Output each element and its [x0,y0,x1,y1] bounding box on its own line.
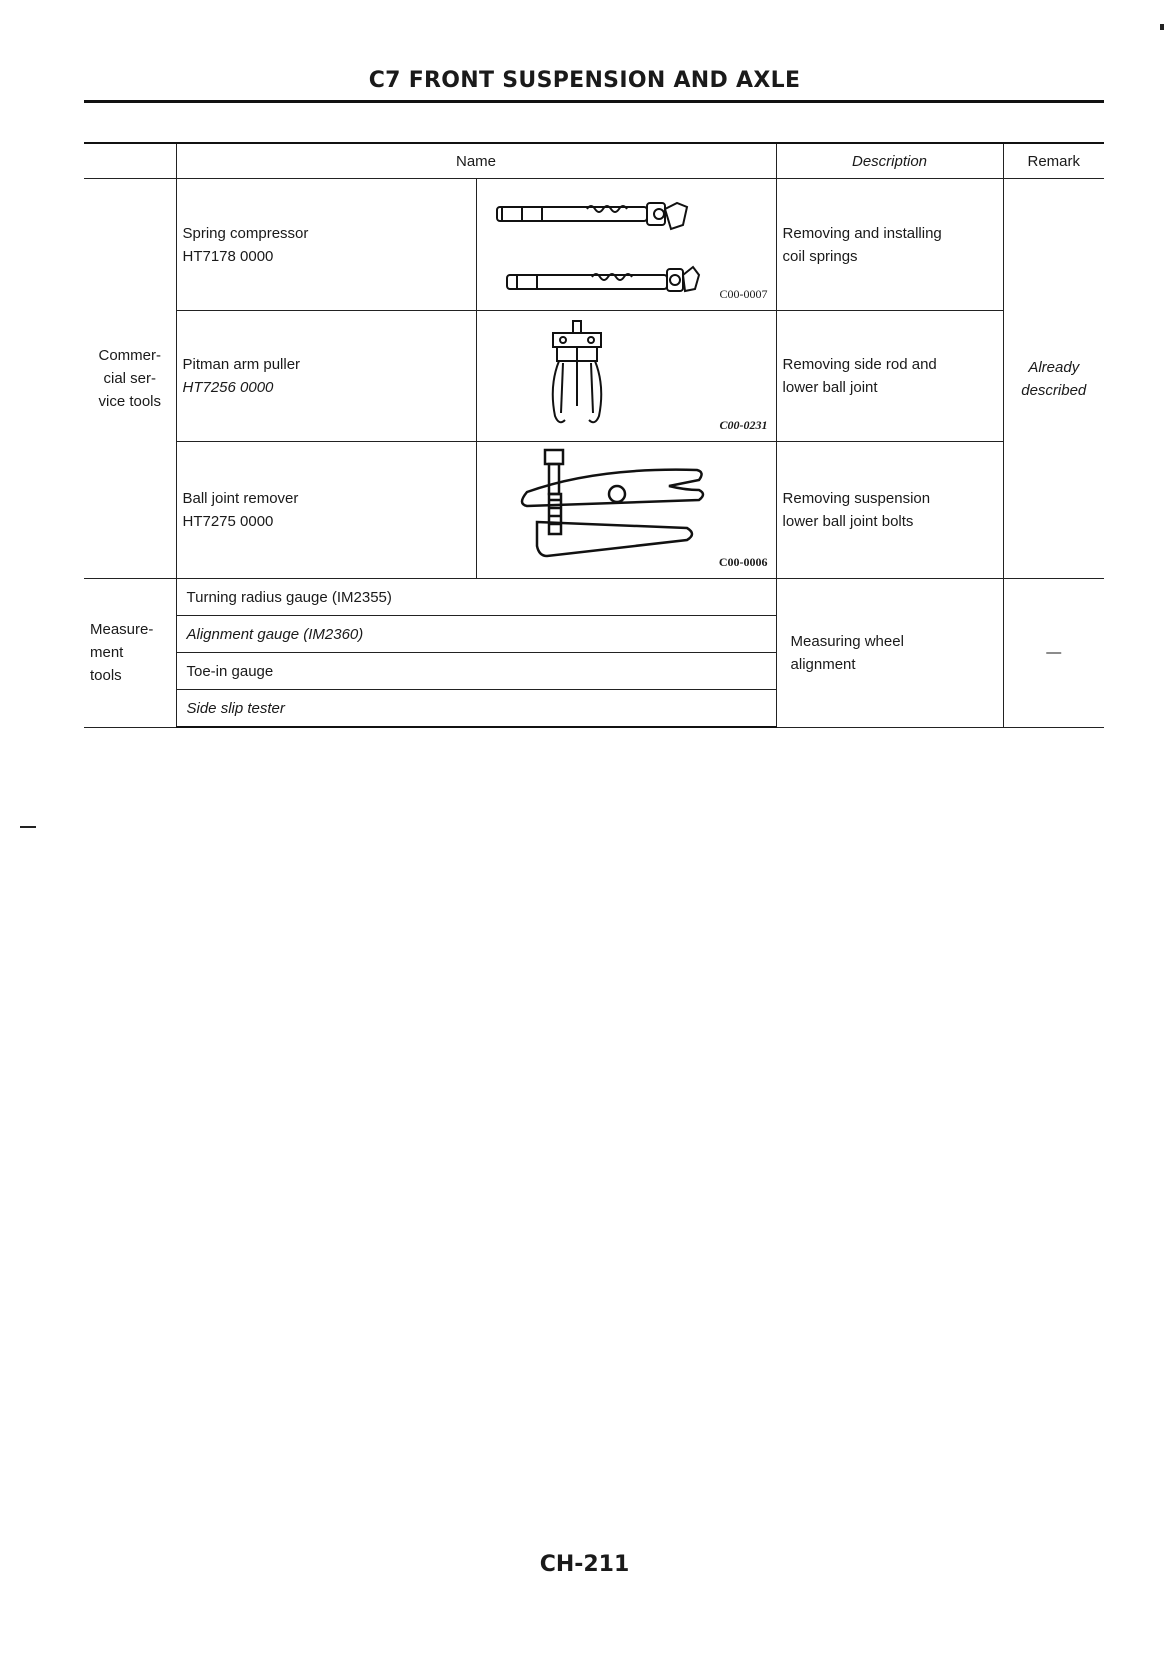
table-row [84,311,1104,442]
tool-name: Toe-in gauge [176,653,776,690]
table-row [84,179,1104,311]
margin-mark [20,826,36,828]
header-description: Description [776,143,1003,179]
remark-text: Already described [1021,358,1087,399]
table-header-row [84,143,1104,179]
description-text: Removing and installing coil springs [782,224,942,265]
tool-description [776,579,1003,728]
tool-name-cell [176,311,476,442]
tool-name-cell [176,179,476,311]
description-text: Removing suspension lower ball joint bolts [782,490,931,530]
tool-name: Spring compressor [182,224,309,242]
tool-description [776,442,1003,579]
tool-part-number: HT7178 0000 [182,247,274,265]
corner-mark [1160,24,1164,30]
tool-name-cell [176,442,476,579]
page-number: CH-211 [539,1552,630,1577]
tool-description [776,311,1003,442]
tool-image-cell [476,311,776,442]
remark-cell: — [1003,579,1104,728]
tool-name: Side slip tester [176,690,776,728]
figure-code: C00-0007 [719,287,768,301]
page-title: C7 FRONT SUSPENSION AND AXLE [368,68,801,93]
remark-cell [1003,179,1104,579]
tool-name: Ball joint remover [182,490,299,507]
table-row [84,579,1104,616]
description-text: Removing side rod and lower ball joint [782,356,937,396]
category-commercial-tools [84,179,176,579]
tool-image-cell [476,442,776,579]
header-remark: Remark [1003,143,1104,179]
special-tools-table [84,142,1104,728]
tool-part-number: HT7256 0000 [182,379,274,396]
tool-name: Alignment gauge (IM2360) [176,616,776,653]
header-blank-cell [84,143,176,179]
category-label: Measure- ment tools [90,621,154,685]
tool-part-number: HT7275 0000 [182,513,274,530]
table-row [84,442,1104,579]
description-text: Measuring wheel alignment [790,632,904,673]
tool-image-cell [476,179,776,311]
tool-description [776,179,1003,311]
header-name: Name [176,143,776,179]
category-measurement-tools [84,579,176,728]
figure-code: C00-0006 [718,555,768,569]
figure-code: C00-0231 [719,418,768,432]
title-rule [84,100,1104,103]
tool-name: Pitman arm puller [182,356,301,373]
category-label: Commer- cial ser- vice tools [98,347,162,410]
tool-name: Turning radius gauge (IM2355) [176,579,776,616]
